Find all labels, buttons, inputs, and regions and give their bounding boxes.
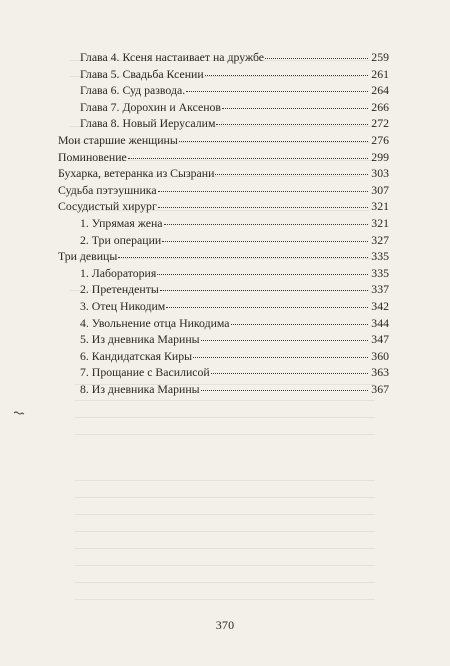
toc-entry-title: Глава 8. Новый Иерусалим: [80, 116, 216, 131]
toc-entry-title: 4. Увольнение отца Никодима: [80, 315, 230, 330]
leader-dots: [166, 306, 368, 308]
toc-entry-page: 299: [371, 149, 389, 164]
leader-dots: [211, 372, 368, 374]
toc-entry[interactable]: [58, 182, 389, 199]
leader-dots: [128, 157, 368, 159]
toc-entry-page: 342: [371, 298, 389, 313]
toc-entry[interactable]: [58, 132, 389, 149]
leader-dots: [162, 240, 368, 242]
leader-dots: [186, 90, 368, 92]
toc-entry-page: 261: [371, 66, 389, 81]
leader-dots: [205, 74, 368, 76]
toc-entry[interactable]: [58, 364, 389, 381]
toc-entry[interactable]: [58, 248, 389, 265]
toc-entry-title: 1. Лаборатория: [80, 265, 157, 280]
leader-dots: [215, 173, 368, 175]
toc-entry-page: 307: [371, 182, 389, 197]
toc-entry-title: Судьба пэтэушника: [58, 182, 157, 197]
leader-dots: [158, 206, 368, 208]
toc-entry-title: Три девицы: [58, 249, 118, 264]
toc-entry[interactable]: [58, 82, 389, 99]
leader-dots: [158, 190, 368, 192]
leader-dots: [164, 223, 368, 225]
table-of-contents: [58, 49, 389, 397]
leader-dots: [201, 339, 368, 341]
toc-entry-title: 3. Отец Никодим: [80, 298, 166, 313]
toc-entry-title: 5. Из дневника Марины: [80, 332, 200, 347]
toc-entry-title: 7. Прощание с Василисой: [80, 365, 210, 380]
toc-entry-page: 321: [371, 215, 389, 230]
toc-entry-title: Сосудистый хирург: [58, 199, 157, 214]
toc-entry[interactable]: [58, 315, 389, 332]
toc-entry-page: 259: [371, 50, 389, 64]
toc-entry-page: 337: [371, 282, 389, 297]
toc-entry[interactable]: [58, 348, 389, 365]
toc-entry-title: Глава 6. Суд развода.: [80, 83, 186, 98]
toc-entry[interactable]: [58, 215, 389, 232]
leader-dots: [118, 256, 368, 258]
toc-entry-title: Глава 7. Дорохин и Аксенов: [80, 99, 221, 114]
toc-entry[interactable]: [58, 66, 389, 83]
toc-entry-page: 360: [371, 348, 389, 363]
toc-entry-page: 321: [371, 199, 389, 214]
toc-entry-title: 2. Претенденты: [80, 282, 159, 297]
toc-entry-page: 347: [371, 332, 389, 347]
toc-entry-page: 303: [371, 166, 389, 181]
toc-entry-page: 327: [371, 232, 389, 247]
toc-entry-page: 335: [371, 249, 389, 264]
leader-dots: [231, 323, 368, 325]
toc-entry[interactable]: [58, 298, 389, 315]
toc-entry[interactable]: [58, 381, 389, 398]
toc-entry[interactable]: [58, 165, 389, 182]
toc-entry[interactable]: [58, 331, 389, 348]
toc-entry-title: Бухарка, ветеранка из Сызрани: [58, 166, 215, 181]
toc-entry-page: 272: [371, 116, 389, 131]
leader-dots: [216, 123, 368, 125]
toc-entry[interactable]: [58, 115, 389, 132]
toc-entry[interactable]: [58, 99, 389, 116]
toc-entry[interactable]: [58, 265, 389, 282]
leader-dots: [193, 356, 368, 358]
toc-entry-title: 2. Три операции: [80, 232, 162, 247]
page-number: 370: [215, 618, 235, 632]
toc-entry-page: 344: [371, 315, 389, 330]
toc-entry[interactable]: [58, 198, 389, 215]
leader-dots: [201, 389, 368, 391]
toc-entry-title: 1. Упрямая жена: [80, 215, 163, 230]
toc-entry[interactable]: [58, 232, 389, 249]
toc-entry-title: Глава 5. Свадьба Ксении: [80, 66, 204, 81]
toc-entry-title: 6. Кандидатская Киры: [80, 348, 193, 363]
leader-dots: [222, 107, 368, 109]
toc-entry-page: 264: [371, 83, 389, 98]
leader-dots: [265, 57, 368, 59]
toc-entry-page: 335: [371, 265, 389, 280]
toc-entry-page: 266: [371, 99, 389, 114]
ink-smudge: [13, 410, 25, 416]
toc-entry-title: 8. Из дневника Марины: [80, 381, 200, 396]
toc-entry-title: Глава 4. Ксеня настаивает на дружбе: [80, 50, 265, 64]
toc-entry[interactable]: [58, 49, 389, 66]
leader-dots: [160, 289, 368, 291]
toc-entry[interactable]: [58, 281, 389, 298]
toc-entry-title: Поминовение: [58, 149, 127, 164]
toc-entry-page: 276: [371, 132, 389, 147]
toc-entry[interactable]: [58, 149, 389, 166]
toc-entry-page: 367: [371, 381, 389, 396]
leader-dots: [157, 273, 368, 275]
toc-entry-title: Мои старшие женщины: [58, 132, 178, 147]
leader-dots: [179, 140, 368, 142]
toc-entry-page: 363: [371, 365, 389, 380]
